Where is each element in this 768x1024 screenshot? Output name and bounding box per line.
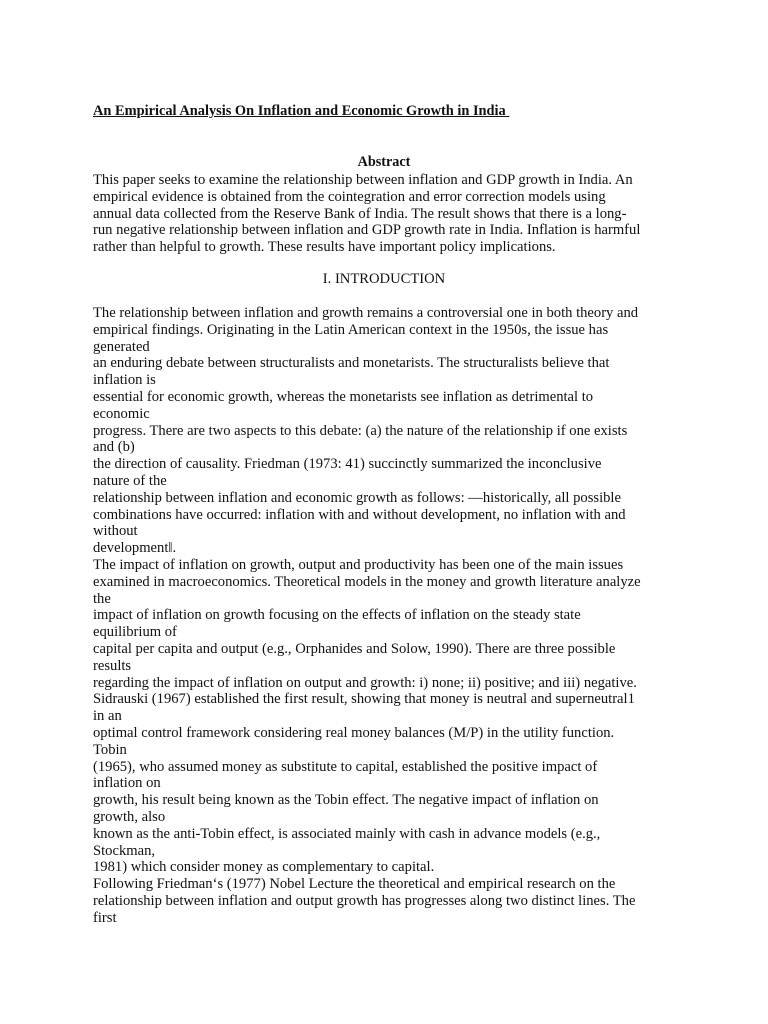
abstract-line: empirical evidence is obtained from the cointegration and error correction models using xyxy=(93,188,606,205)
body-line: The impact of inflation on growth, output and productivity has been one of the main issues xyxy=(93,556,624,573)
abstract-heading-text: Abstract xyxy=(357,154,411,170)
body-line: Following Friedman‘s (1977) Nobel Lecture the theoretical and empirical research on the xyxy=(93,876,616,893)
body-line: examined in macroeconomics. Theoretical models in the money and growth literature analyze xyxy=(93,573,641,590)
body-line: combinations have occurred: inflation with and without development, no inflation with and xyxy=(93,506,626,523)
abstract-line: rather than helpful to growth. These results have important policy implications. xyxy=(93,239,556,256)
body-line: Stockman, xyxy=(93,842,156,859)
body-line: generated xyxy=(93,338,150,355)
body-line: capital per capita and output (e.g., Orphanides and Solow, 1990). There are three possible xyxy=(93,640,616,657)
section-heading: I. INTRODUCTION xyxy=(322,271,446,287)
body-line: inflation is xyxy=(93,372,156,389)
body-line: optimal control framework considering real money balances (M/P) in the utility function. xyxy=(93,724,615,741)
body-line: growth, also xyxy=(93,808,166,825)
body-line: Tobin xyxy=(93,741,127,758)
body-line: 1981) which consider money as complementary to capital. xyxy=(93,859,435,876)
body-line: regarding the impact of inflation on output and growth: i) none; ii) positive; and iii) negative. xyxy=(93,674,637,691)
body-line: in an xyxy=(93,708,122,725)
abstract-paragraph xyxy=(93,172,693,256)
body-line: economic xyxy=(93,405,150,422)
body-line: impact of inflation on growth focusing on the effects of inflation on the steady state xyxy=(93,607,581,624)
body-line: essential for economic growth, whereas the monetarists see inflation as detrimental to xyxy=(93,388,594,405)
body-line: relationship between inflation and economic growth as follows: ―historically, all possible xyxy=(93,489,621,506)
body-line: equilibrium of xyxy=(93,624,177,641)
body-line: the direction of causality. Friedman (1973: 41) succinctly summarized the inconclusive xyxy=(93,456,602,473)
body-line: empirical findings. Originating in the Latin American context in the 1950s, the issue has xyxy=(93,321,609,338)
body-line: the xyxy=(93,590,111,607)
body-line: first xyxy=(93,909,117,926)
body-line: Sidrauski (1967) established the first result, showing that money is neutral and superneutral1 xyxy=(93,691,635,708)
introduction-body xyxy=(93,305,693,926)
abstract-line: run negative relationship between inflation and GDP growth rate in India. Inflation is harmful xyxy=(93,222,641,239)
body-line: inflation on xyxy=(93,775,161,792)
paper-title: An Empirical Analysis On Inflation and Economic Growth in India xyxy=(93,103,510,119)
body-line: known as the anti-Tobin effect, is associated mainly with cash in advance models (e.g., xyxy=(93,825,601,842)
body-line: nature of the xyxy=(93,472,167,489)
body-line: progress. There are two aspects to this debate: (a) the nature of the relationship if one exists xyxy=(93,422,628,439)
body-line: an enduring debate between structuralists and monetarists. The structuralists believe that xyxy=(93,355,610,372)
body-line: results xyxy=(93,657,132,674)
body-line: growth, his result being known as the Tobin effect. The negative impact of inflation on xyxy=(93,792,599,809)
body-line: without xyxy=(93,523,138,540)
body-line: development‖. xyxy=(93,540,177,557)
abstract-line: annual data collected from the Reserve Bank of India. The result shows that there is a long- xyxy=(93,205,627,222)
body-line: (1965), who assumed money as substitute to capital, established the positive impact of xyxy=(93,758,598,775)
body-line: relationship between inflation and output growth has progresses along two distinct lines. The xyxy=(93,892,636,909)
body-line: The relationship between inflation and growth remains a controversial one in both theory and xyxy=(93,305,639,321)
abstract-heading xyxy=(0,154,768,171)
abstract-line: This paper seeks to examine the relationship between inflation and GDP growth in India. An xyxy=(93,172,633,188)
body-line: and (b) xyxy=(93,439,135,456)
